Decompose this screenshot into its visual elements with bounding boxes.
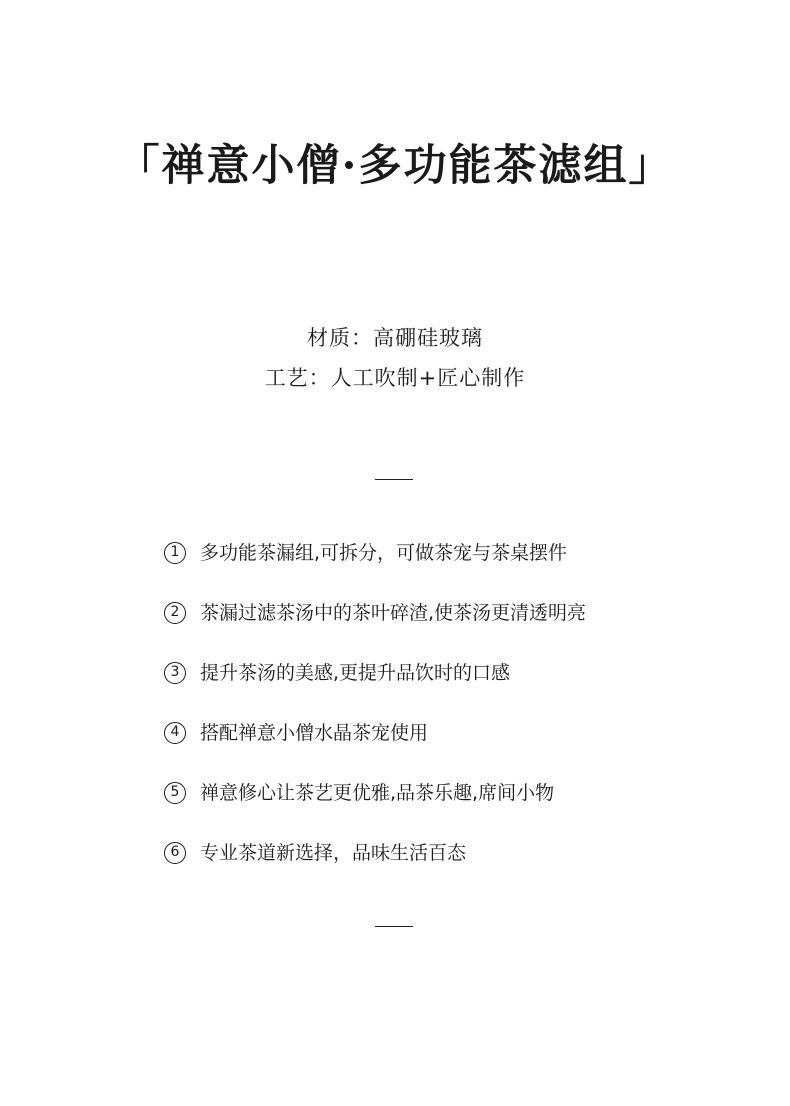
feature-item — [164, 657, 586, 717]
feature-item — [164, 537, 586, 597]
craft-spec: 工艺：人工吹制+匠心制作 — [264, 366, 526, 390]
feature-item — [164, 717, 586, 777]
feature-number-badge: 6 — [164, 842, 186, 864]
feature-text: 搭配禅意小僧水晶茶宠使用 — [200, 722, 429, 744]
page-title: 「禅意小僧·多功能茶滤组」 — [116, 141, 674, 191]
feature-text: 提升茶汤的美感,更提升品饮时的口感 — [200, 662, 511, 684]
feature-number-badge: 2 — [164, 602, 186, 624]
feature-number-badge: 5 — [164, 782, 186, 804]
feature-text: 多功能茶漏组,可拆分，可做茶宠与茶桌摆件 — [200, 542, 568, 564]
material-spec: 材质：高硼硅玻璃 — [307, 326, 483, 350]
feature-item — [164, 777, 586, 837]
divider-bottom — [375, 926, 413, 927]
feature-number-badge: 3 — [164, 662, 186, 684]
feature-text: 茶漏过滤茶汤中的茶叶碎渣,使茶汤更清透明亮 — [200, 602, 587, 624]
feature-number-badge: 4 — [164, 722, 186, 744]
feature-text: 禅意修心让茶艺更优雅,品茶乐趣,席间小物 — [200, 782, 555, 804]
divider-top — [375, 479, 413, 480]
feature-item — [164, 597, 586, 657]
feature-number-badge: 1 — [164, 542, 186, 564]
feature-text: 专业茶道新选择，品味生活百态 — [200, 842, 467, 864]
feature-list — [164, 537, 586, 897]
feature-item — [164, 837, 586, 897]
